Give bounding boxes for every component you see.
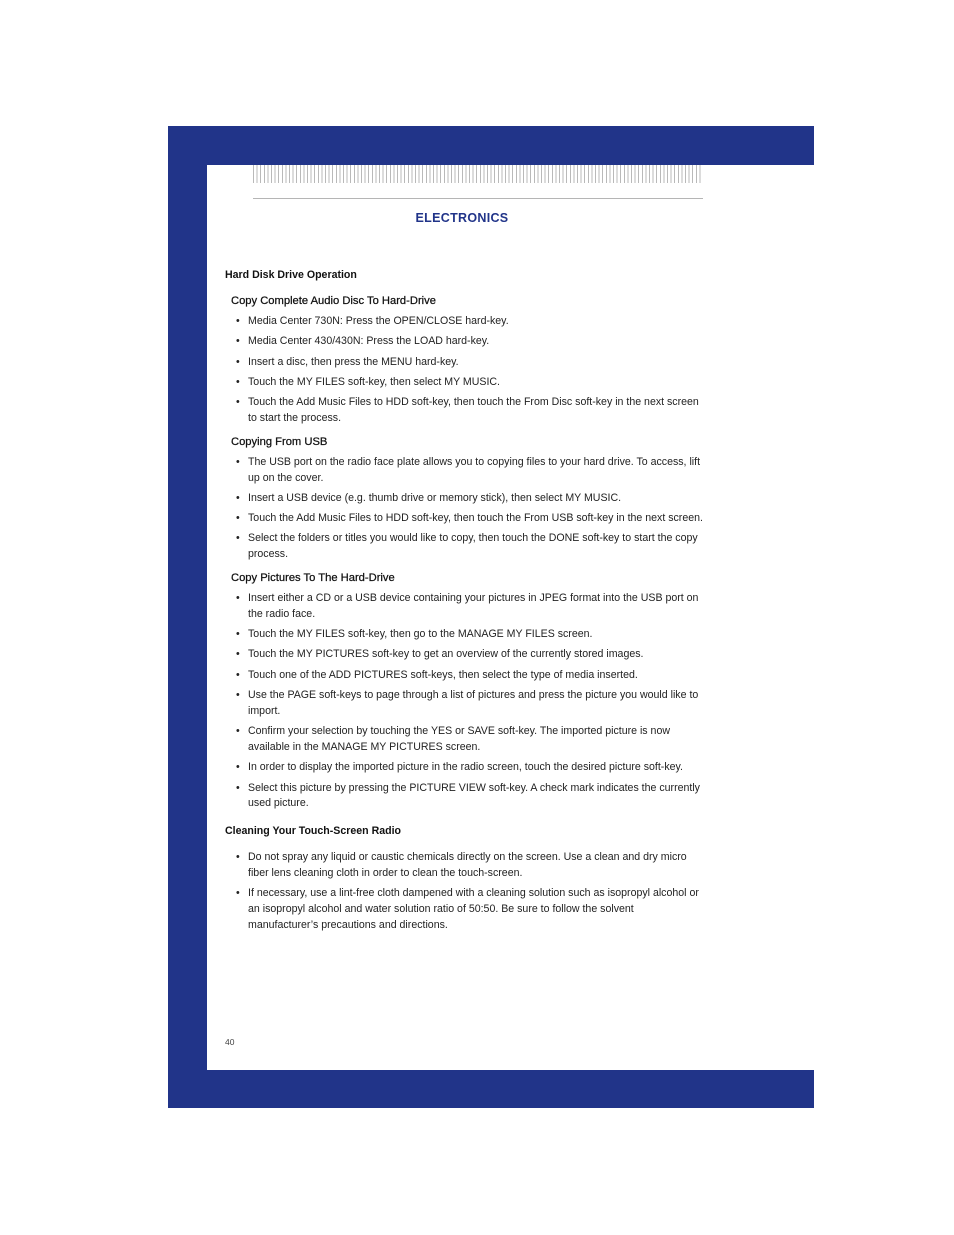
list-item-text: Insert a disc, then press the MENU hard-key.: [248, 355, 459, 368]
list-item: [225, 314, 703, 330]
list-item-text: Confirm your selection by touching the YES or SAVE soft-key. The imported picture is now available in the MANAGE MY PICTURES screen.: [248, 725, 670, 753]
list-item: [225, 395, 703, 427]
list-item: [225, 455, 703, 487]
bullet-icon: •: [236, 592, 240, 605]
subsection-title: Copy Pictures To The Hard-Drive: [231, 572, 395, 585]
list-item: [225, 781, 703, 813]
bullet-list: [225, 850, 703, 933]
bullet-list: [225, 591, 703, 812]
list-item-text: Select the folders or titles you would like to copy, then touch the DONE soft-key to start the copy process.: [248, 532, 698, 561]
bullet-list: [225, 314, 703, 427]
bullet-icon: •: [236, 532, 240, 545]
bullet-icon: •: [236, 668, 240, 681]
list-item: [225, 850, 703, 882]
list-item-text: Insert either a CD or a USB device containing your pictures in JPEG format into the USB port on the radio face.: [248, 592, 699, 620]
header-rule: [253, 198, 703, 199]
bullet-icon: •: [236, 315, 240, 327]
bullet-icon: •: [236, 689, 240, 702]
bullet-icon: •: [236, 355, 240, 368]
subsection-title: Copy Complete Audio Disc To Hard-Drive: [231, 295, 436, 307]
list-item: [225, 334, 703, 350]
list-item-text: Touch the MY FILES soft-key, then select MY MUSIC.: [248, 375, 500, 388]
bullet-icon: •: [236, 375, 240, 388]
subsection-title: Copying From USB: [231, 435, 328, 448]
list-item-text: Touch the MY PICTURES soft-key to get an overview of the currently stored images.: [248, 648, 644, 661]
section-heading: Hard Disk Drive Operation: [225, 269, 357, 281]
bullet-icon: •: [236, 335, 240, 348]
list-item-text: Touch the Add Music Files to HDD soft-key, then touch the From USB soft-key in the next screen.: [248, 512, 703, 525]
bullet-icon: •: [236, 781, 240, 794]
list-item-text: Touch the MY FILES soft-key, then go to the MANAGE MY FILES screen.: [248, 628, 593, 641]
list-item-text: Do not spray any liquid or caustic chemicals directly on the screen. Use a clean and dry micro fiber lens cleaning cloth in order to clean the touch-screen.: [248, 851, 687, 879]
list-item: [225, 886, 703, 933]
list-item: [225, 668, 703, 684]
header-tick-pattern: [253, 165, 703, 183]
list-item-text: Media Center 730N: Press the OPEN/CLOSE hard-key.: [248, 315, 509, 327]
list-item: [225, 355, 703, 371]
bullet-list: [225, 455, 703, 563]
list-item: [225, 375, 703, 391]
list-item: [225, 760, 703, 776]
list-item-text: If necessary, use a lint-free cloth dampened with a cleaning solution such as isopropyl alcohol or an isopropyl alcohol and water solution ratio of 50:50. Be sure to follow the solvent manufacturer’s precautions and directions.: [248, 887, 699, 931]
list-item-text: The USB port on the radio face plate allows you to copying files to your hard drive. To access, lift up on the cover.: [248, 455, 701, 484]
section-title: ELECTRONICS: [415, 211, 509, 225]
bullet-icon: •: [236, 628, 240, 641]
bullet-icon: •: [236, 887, 240, 900]
bullet-icon: •: [236, 396, 240, 409]
list-item: [225, 647, 703, 663]
document-body: [225, 268, 703, 938]
bullet-icon: •: [236, 648, 240, 661]
page-number: 40: [225, 1037, 235, 1047]
bullet-icon: •: [236, 851, 240, 864]
list-item: [225, 511, 703, 527]
list-item: [225, 627, 703, 643]
bullet-icon: •: [236, 512, 240, 525]
list-item: [225, 724, 703, 756]
list-item: [225, 491, 703, 507]
subsection-copy-pictures: [225, 571, 703, 812]
list-item-text: Insert a USB device (e.g. thumb drive or memory stick), then select MY MUSIC.: [248, 491, 622, 504]
list-item-text: Use the PAGE soft-keys to page through a list of pictures and press the picture you would like to import.: [248, 689, 699, 717]
bullet-icon: •: [236, 455, 240, 468]
section-heading: Cleaning Your Touch-Screen Radio: [225, 825, 401, 838]
bullet-icon: •: [236, 725, 240, 738]
bullet-icon: •: [236, 491, 240, 504]
bullet-icon: •: [236, 761, 240, 774]
subsection-copying-from-usb: [225, 435, 703, 563]
list-item-text: Select this picture by pressing the PICTURE VIEW soft-key. A check mark indicates the currently used picture.: [248, 781, 700, 810]
list-item-text: Touch the Add Music Files to HDD soft-key, then touch the From Disc soft-key in the next screen to start the process.: [248, 396, 699, 424]
subsection-copy-audio-disc: [225, 294, 703, 427]
list-item-text: Touch one of the ADD PICTURES soft-keys, then select the type of media inserted.: [248, 668, 638, 681]
list-item: [225, 688, 703, 720]
page-content-area: [207, 165, 814, 1070]
list-item-text: Media Center 430/430N: Press the LOAD hard-key.: [248, 335, 490, 348]
list-item: [225, 531, 703, 563]
list-item-text: In order to display the imported picture in the radio screen, touch the desired picture soft-key.: [248, 761, 683, 774]
list-item: [225, 591, 703, 623]
